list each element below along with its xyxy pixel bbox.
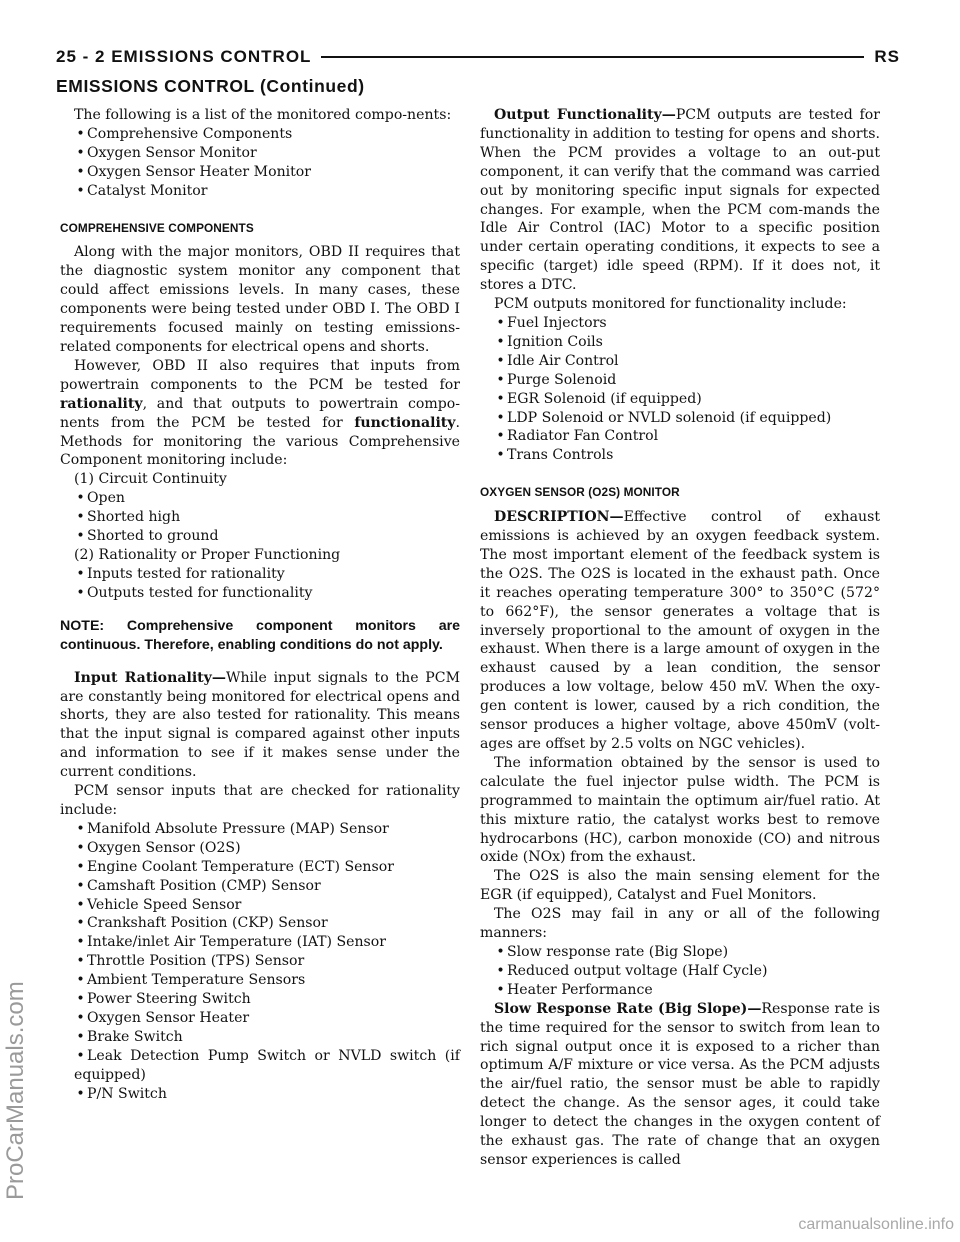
bullet-icon: • — [76, 163, 85, 180]
list-item: • Ignition Coils — [480, 333, 880, 352]
list-item: • Inputs tested for rationality — [60, 565, 460, 584]
bullet-icon: • — [496, 314, 505, 331]
bullet-icon: • — [496, 981, 505, 998]
list-item: • Catalyst Monitor — [60, 182, 460, 201]
list-item: • Slow response rate (Big Slope) — [480, 943, 880, 962]
list-item: • Heater Performance — [480, 981, 880, 1000]
oxygen-sensor-heading: OXYGEN SENSOR (O2S) MONITOR — [480, 485, 680, 500]
bullet-icon: • — [496, 333, 505, 350]
input-rationality-paragraph: Input Rationality—While input signals to the PCM are constantly being monitored for electrical opens and shorts, they are also tested for rationality. This means that the input signal is compared against other inputs and information to see if it makes sense under the current conditions. — [60, 669, 461, 781]
list-item: • P/N Switch — [60, 1085, 460, 1104]
bullet-icon: • — [496, 447, 505, 464]
section-title: EMISSIONS CONTROL (Continued) — [56, 76, 365, 96]
list-item: • Oxygen Sensor Heater — [60, 1009, 460, 1028]
bullet-icon: • — [496, 428, 505, 445]
bullet-icon: • — [76, 858, 85, 875]
method-2: (2) Rationality or Proper Functioning — [74, 546, 341, 563]
side-watermark: ProCarManuals.com — [2, 981, 29, 1200]
note-block: NOTE: Comprehensive component monitors are continuous. Therefore, enabling conditions do not apply. — [60, 617, 460, 653]
input-rationality-intro: PCM sensor inputs that are checked for rationality include: — [60, 783, 460, 818]
list-item: • Oxygen Sensor (O2S) — [60, 839, 460, 858]
list-item: • Manifold Absolute Pressure (MAP) Sensor — [60, 820, 460, 839]
comprehensive-components-heading: COMPREHENSIVE COMPONENTS — [60, 220, 254, 235]
bullet-icon: • — [76, 1009, 85, 1026]
bullet-icon: • — [76, 820, 85, 837]
bullet-icon: • — [76, 915, 85, 932]
right-column — [480, 106, 880, 1170]
bullet-icon: • — [76, 144, 85, 161]
list-item: • Reduced output voltage (Half Cycle) — [480, 962, 880, 981]
list-item: • Power Steering Switch — [60, 990, 460, 1009]
bullet-icon: • — [76, 125, 85, 142]
list-item: • Leak Detection Pump Switch or NVLD switch (if equipped) — [74, 1047, 460, 1083]
bullet-icon: • — [76, 1047, 85, 1064]
info-paragraph: The information obtained by the sensor is used to calculate the fuel injector pulse width. The PCM is programmed to maintain the optimum air/fuel ratio. At this mixture ratio, the catalyst works best to remove hydrocarbons (HC), carbon monoxide (CO) and nitrous oxide (NOx) from the exhaust. — [480, 754, 880, 866]
list-item: • Throttle Position (TPS) Sensor — [60, 952, 460, 971]
output-list — [480, 314, 880, 465]
list-item: • Trans Controls — [480, 446, 880, 465]
list-item: • Outputs tested for functionality — [60, 584, 460, 603]
page-label: 25 - 2 EMISSIONS CONTROL — [56, 46, 321, 68]
bullet-icon: • — [76, 528, 85, 545]
list-item: • Open — [60, 489, 460, 508]
list-item: • Radiator Fan Control — [480, 427, 880, 446]
list-item: • Fuel Injectors — [480, 314, 880, 333]
cc-paragraph-1: Along with the major monitors, OBD II requires that the diagnostic system monitor any component that could affect emissions levels. In many cases, these components were being tested under OBD I. The OBD I requirements focused mainly on testing emissions-related components for electrical opens and shorts. — [60, 244, 460, 355]
monitor-list — [60, 125, 460, 201]
cc-paragraph-2: However, OBD II also requires that inputs from powertrain components to the PCM be tested for rationality, and that outputs to powertrain compo-nents from the PCM be tested for functionality. Methods for monitoring the various Comprehensive Component monitoring include: — [60, 357, 460, 469]
list-item: • Comprehensive Components — [60, 125, 460, 144]
bullet-icon: • — [76, 839, 85, 856]
method-1: (1) Circuit Continuity — [74, 471, 227, 488]
failure-modes-intro: The O2S may fail in any or all of the following manners: — [480, 906, 880, 942]
bullet-icon: • — [76, 953, 85, 970]
list-item: • Brake Switch — [60, 1028, 460, 1047]
bullet-icon: • — [76, 934, 85, 951]
list-item: • EGR Solenoid (if equipped) — [480, 390, 880, 409]
page-header — [56, 46, 900, 74]
list-item: • Purge Solenoid — [480, 371, 880, 390]
rationality-input-list — [60, 820, 460, 1104]
bullet-icon: • — [496, 943, 505, 960]
main-sensing-paragraph: The O2S is also the main sensing element for the EGR (if equipped), Catalyst and Fuel Monitors. — [480, 868, 880, 904]
list-item: • Oxygen Sensor Heater Monitor — [60, 163, 460, 182]
intro-paragraph: The following is a list of the monitored compo-nents: — [74, 107, 452, 123]
bullet-icon: • — [496, 409, 505, 426]
bullet-icon: • — [76, 1028, 85, 1045]
bullet-icon: • — [76, 509, 85, 526]
list-item: • Engine Coolant Temperature (ECT) Sensor — [60, 858, 460, 877]
bullet-icon: • — [76, 182, 85, 199]
bullet-icon: • — [496, 371, 505, 388]
description-paragraph: DESCRIPTION—Effective control of exhaust emissions is achieved by an oxygen feedback system. The most important element of the feedback system is the O2S. The O2S is located in the exhaust path. Once it reaches operating temperature 300° to 350°C (572° to 662°F), the sensor generates a voltage that is inversely proportional to the amount of oxygen in the exhaust. When there is a large amount of oxygen in the exhaust caused by a lean condition, the sensor produces a low voltage, below 450 mV. When the oxy-gen content is lower, caused by a rich condition, the sensor produces a higher voltage, above 450mV (volt-ages are offset by 2.5 volts on NGC vehicles). — [480, 509, 880, 752]
bullet-icon: • — [76, 490, 85, 507]
list-item: • Ambient Temperature Sensors — [60, 971, 460, 990]
bullet-icon: • — [496, 352, 505, 369]
bullet-icon: • — [76, 565, 85, 582]
bullet-icon: • — [496, 962, 505, 979]
list-item: • Idle Air Control — [480, 352, 880, 371]
list-item: • LDP Solenoid or NVLD solenoid (if equipped) — [480, 409, 880, 428]
section-code: RS — [864, 46, 900, 68]
list-item: • Intake/inlet Air Temperature (IAT) Sensor — [60, 933, 460, 952]
slow-response-paragraph: Slow Response Rate (Big Slope)—Response rate is the time required for the sensor to switch from lean to rich signal output once it is exposed to a richer than optimum A/F mixture or vice versa. As the PCM adjusts the air/fuel ratio, the sensor must be able to rapidly detect the change. As the sensor ages, it could take longer to detect the changes in the oxygen content of the exhaust gas. The rate of change that an oxygen sensor experiences is called — [480, 1000, 880, 1168]
list-item: • Oxygen Sensor Monitor — [60, 144, 460, 163]
output-functionality-paragraph: Output Functionality—PCM outputs are tested for functionality in addition to testing for opens and shorts. When the PCM provides a voltage to an out-put component, it can verify that the command was carried out by monitoring specific input signals for expected changes. For example, when the PCM com-mands the Idle Air Control (IAC) Motor to a specific position under certain operating conditions, it expects to see a specific (target) idle speed (RPM). If it does not, it stores a DTC. — [480, 107, 880, 294]
list-item: • Vehicle Speed Sensor — [60, 896, 460, 915]
list-item: • Camshaft Position (CMP) Sensor — [60, 877, 460, 896]
left-column — [60, 106, 460, 1104]
output-functionality-intro: PCM outputs monitored for functionality include: — [494, 296, 847, 313]
list-item: • Crankshaft Position (CKP) Sensor — [60, 914, 460, 933]
list-item: • Shorted to ground — [60, 527, 460, 546]
bullet-icon: • — [76, 896, 85, 913]
bullet-icon: • — [76, 991, 85, 1008]
bullet-icon: • — [76, 972, 85, 989]
bullet-icon: • — [76, 1085, 85, 1102]
bullet-icon: • — [76, 584, 85, 601]
bullet-icon: • — [496, 390, 505, 407]
footer-watermark: carmanualsonline.info — [798, 1216, 954, 1233]
bullet-icon: • — [76, 877, 85, 894]
list-item: • Shorted high — [60, 508, 460, 527]
